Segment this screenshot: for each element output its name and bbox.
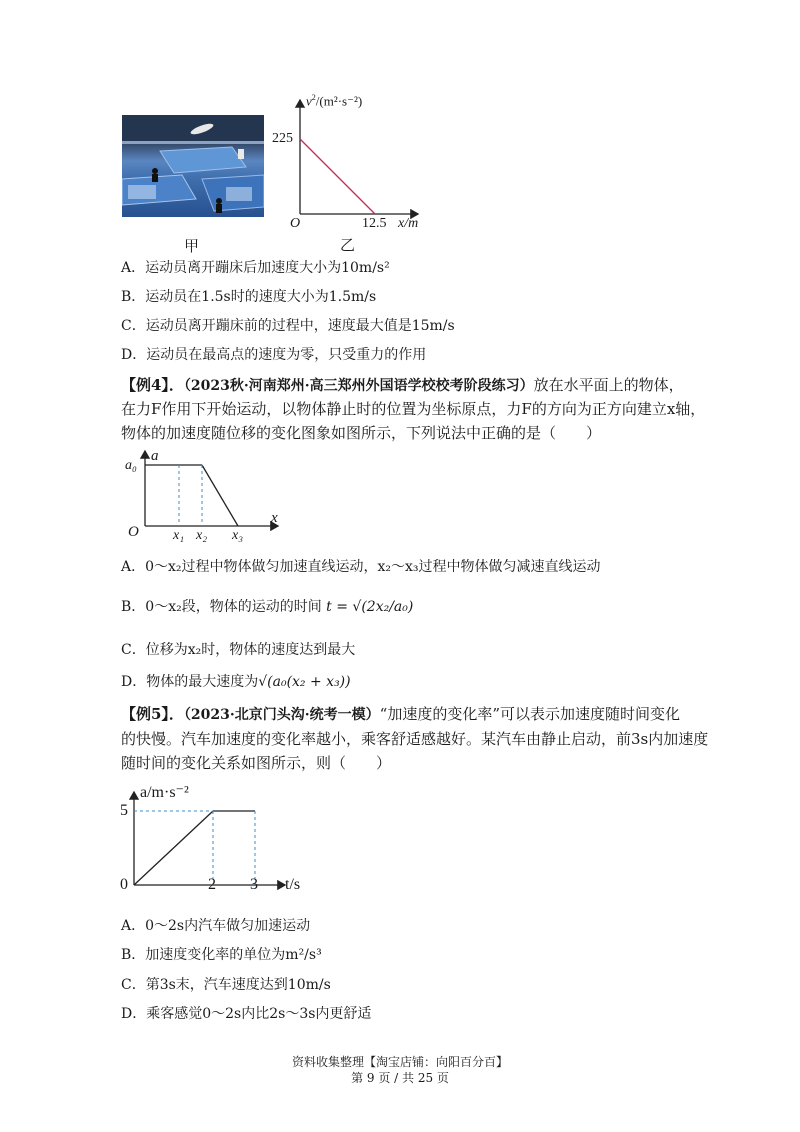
q3-option-d: D．运动员在最高点的速度为零，只受重力的作用 [121, 347, 427, 363]
trampoline-photo [122, 115, 264, 217]
a-decreasing-segment [202, 465, 238, 526]
y-tick-225: 225 [272, 131, 293, 146]
q5-option-d: D．乘客感觉0～2s内比2s～3s内更舒适 [121, 1006, 372, 1022]
q4-option-b-formula: t = √(2x₂/a₀) [326, 599, 414, 615]
q5-line3: 随时间的变化关系如图所示，则（ ） [121, 754, 392, 772]
footer-page-number: 第 9 页 / 共 25 页 [351, 1071, 449, 1085]
q3-option-c: C．运动员离开蹦床前的过程中，速度最大值是15m/s [121, 318, 455, 334]
a-ramp-segment [134, 811, 213, 885]
v2-x-line [300, 139, 375, 214]
v2-axis-label: $v^2/(m^2\cdot s^{-2})$ [306, 93, 363, 109]
q4-x2-label: x₂ [196, 528, 208, 543]
q4-line2: 在力F作用下开始运动，以物体静止时的位置为坐标原点，力F的方向为正方向建立x轴， [121, 400, 706, 418]
q4-x-label: x [271, 510, 278, 526]
q4-a0-label: a₀ [125, 458, 137, 473]
figure-jia-caption: 甲 [184, 237, 200, 255]
q5-t3-label: 3 [250, 876, 258, 893]
q5-line2: 的快慢。汽车加速度的变化率越小，乘客舒适感越好。某汽车由静止启动，前3s内加速度 [121, 730, 709, 748]
q4-origin: O [128, 524, 139, 540]
q5-t-label: t/s [285, 876, 301, 893]
q3-option-a: A．运动员离开蹦床后加速度大小为10m/s² [121, 260, 390, 276]
x-tick-12-5: 12.5 [362, 216, 387, 231]
q4-option-a: A．0～x₂过程中物体做匀加速直线运动，x₂～x₃过程中物体做匀减速直线运动 [121, 559, 601, 575]
q5-y5-label: 5 [120, 802, 128, 819]
q5-option-c: C．第3s末，汽车速度达到10m/s [121, 977, 331, 993]
q5-option-a: A．0～2s内汽车做匀加速运动 [121, 918, 311, 934]
q4-line1: 【例4】．（2023秋·河南郑州·高三郑州外国语学校校考阶段练习）放在水平面上的物体， [121, 376, 684, 394]
q5-line1: 【例5】．（2023·北京门头沟·统考一模）“加速度的变化率”可以表示加速度随时间变化 [121, 705, 680, 723]
trampoline-illustration [122, 115, 264, 217]
q4-option-d: D．物体的最大速度为√(a₀(x₂ + x₃)) [121, 674, 351, 690]
q4-x3-label: x₃ [232, 528, 244, 543]
q5-t2-label: 2 [208, 876, 216, 893]
x-axis-label: x/m [398, 216, 419, 231]
origin-label: O [290, 216, 301, 231]
q4-line3: 物体的加速度随位移的变化图象如图所示，下列说法中正确的是（ ） [121, 424, 602, 442]
q4-option-d-formula: √(a₀(x₂ + x₃)) [258, 674, 351, 690]
q4-option-b: B．0～x₂段，物体的运动的时间 t = √(2x₂/a₀) [121, 599, 414, 615]
figure-yi-caption: 乙 [340, 236, 356, 254]
q5-option-b: B．加速度变化率的单位为m²/s³ [121, 947, 322, 963]
q4-option-c: C．位移为x₂时，物体的速度达到最大 [121, 642, 356, 658]
q5-origin: 0 [120, 876, 128, 893]
q3-option-b: B．运动员在1.5s时的速度大小为1.5m/s [121, 289, 377, 305]
footer-source: 资料收集整理【淘宝店铺：向阳百分百】 [291, 1055, 508, 1069]
q4-x1-label: x₁ [173, 528, 185, 543]
q4-a-label: a [151, 448, 159, 464]
q5-a-label: a/m·s⁻² [140, 784, 189, 801]
